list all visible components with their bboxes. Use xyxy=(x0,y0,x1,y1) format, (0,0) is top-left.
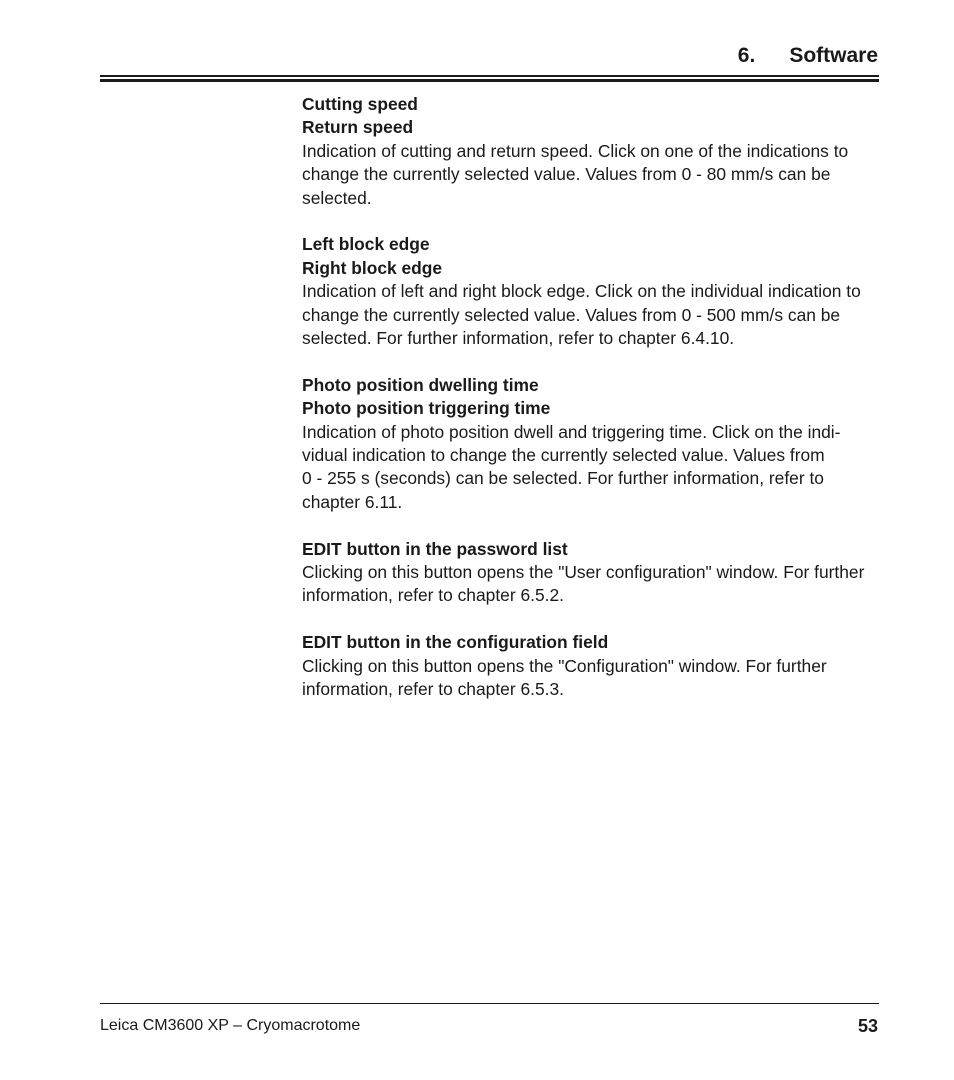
section-heading: Left block edge xyxy=(302,234,430,255)
chapter-number: 6. xyxy=(737,44,756,67)
section-photo-position xyxy=(302,374,880,514)
section-heading: EDIT button in the configuration field xyxy=(302,632,609,653)
section-heading: Cutting speed xyxy=(302,94,418,114)
section-edit-configuration xyxy=(302,631,880,701)
footer-rule xyxy=(100,1003,879,1004)
page-number: 53 xyxy=(857,1016,878,1036)
section-heading: Photo position dwelling time xyxy=(302,374,539,395)
chapter-header xyxy=(738,44,878,68)
section-block-edge xyxy=(302,233,880,350)
section-heading: EDIT button in the password list xyxy=(302,538,568,559)
section-cutting-speed xyxy=(302,93,880,210)
section-heading: Right block edge xyxy=(302,257,443,278)
section-edit-password xyxy=(302,538,880,608)
section-body: Clicking on this button opens the "User configuration" window. For further information, refer to chapter 6.5.2. xyxy=(302,562,865,606)
section-heading: Return speed xyxy=(302,117,414,138)
header-rule-thick xyxy=(100,79,879,82)
chapter-title: Software xyxy=(789,44,878,67)
header-rule-thin xyxy=(100,75,879,77)
footer-product: Leica CM3600 XP – Cryomacrotome xyxy=(100,1017,361,1034)
section-body: Indication of left and right block edge. Click on the individual indication to change the currently selected value. Values from 0 - 500 mm/s can be selected. For further information, refer to chapter 6.4.10. xyxy=(302,281,861,349)
section-heading: Photo position triggering time xyxy=(302,398,551,419)
page-content xyxy=(302,93,880,725)
section-body: Indication of cutting and return speed. Click on one of the indications to change the currently selected value. Values from 0 - 80 mm/s can be selected. xyxy=(302,140,849,208)
section-body: Indication of photo position dwell and triggering time. Click on the indi- vidual indication to change the currently selected value. Values from 0 - 255 s (seconds) can be selected. For further information, refer to chapter 6.11. xyxy=(302,421,841,512)
section-body: Clicking on this button opens the "Configuration" window. For further information, refer to chapter 6.5.3. xyxy=(302,655,827,700)
